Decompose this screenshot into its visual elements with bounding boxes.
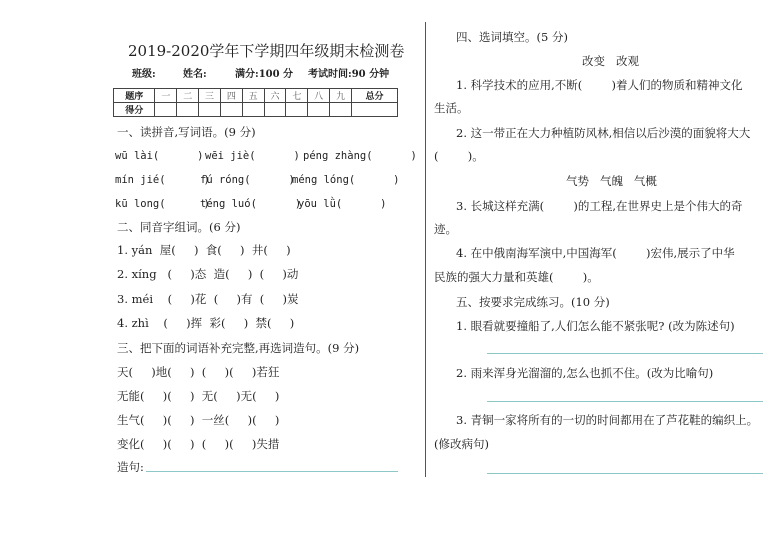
question-text: 1. 科学技术的应用,不断( )着人们的物质和精神文化: [456, 78, 743, 92]
word-choices-2: 气势 气魄 气概: [566, 174, 657, 188]
pinyin-item: mín jié( ): [115, 174, 210, 186]
question-text: 1. 眼看就要撞船了,人们怎么能不紧张呢? (改为陈述句): [456, 319, 735, 333]
header-cell: 三: [199, 89, 221, 103]
header-cell: 二: [177, 89, 199, 103]
score-cell[interactable]: [242, 103, 264, 117]
homophone-row: 2. xíng ( )态 造( ) ( )动: [117, 267, 299, 281]
header-cell: 七: [286, 89, 308, 103]
pinyin-item: yōu lǜ( ): [298, 198, 387, 210]
exam-time: 考试时间:90 分钟: [308, 69, 390, 80]
score-cell[interactable]: [177, 103, 199, 117]
pinyin-item: wū lài( ): [115, 150, 204, 162]
sentence-answer-line[interactable]: [146, 471, 398, 472]
idiom-row: 生气( )( ) 一丝( )( ): [117, 413, 280, 427]
header-cell: 八: [308, 89, 330, 103]
question-text: 4. 在中俄南海军演中,中国海军( )宏伟,展示了中华: [456, 246, 735, 260]
score-cell[interactable]: [264, 103, 286, 117]
question-text: 生活。: [434, 101, 469, 115]
sentence-label: 造句:: [117, 460, 144, 474]
name-label: 姓名:: [183, 69, 207, 80]
score-cell[interactable]: [199, 103, 221, 117]
header-cell: 题序: [114, 89, 155, 103]
column-divider: [425, 22, 426, 477]
section-2-heading: 二、同音字组词。(6 分): [117, 220, 241, 234]
question-text: (修改病句): [434, 437, 489, 451]
question-text: 3. 青铜一家将所有的一切的时间都用在了芦花鞋的编织上。: [456, 413, 759, 427]
score-cell[interactable]: [308, 103, 330, 117]
pinyin-item: méng lóng( ): [292, 174, 400, 186]
question-text: 3. 长城这样充满( )的工程,在世界史上是个伟大的奇: [456, 199, 743, 213]
answer-line[interactable]: [487, 473, 763, 474]
pinyin-item: kū long( ): [115, 198, 210, 210]
homophone-row: 3. méi ( )花 ( )有 ( )炭: [117, 292, 299, 306]
homophone-row: 1. yán 屋( ) 食( ) 井( ): [117, 243, 291, 257]
answer-line[interactable]: [487, 353, 763, 354]
word-choices-1: 改变 改观: [582, 54, 639, 68]
score-cell[interactable]: [352, 103, 398, 117]
score-cell[interactable]: [220, 103, 242, 117]
section-3-heading: 三、把下面的词语补充完整,再选词造句。(9 分): [117, 341, 360, 355]
idiom-row: 无能( )( ) 无( )无( ): [117, 389, 280, 403]
question-text: 2. 这一带正在大力种植防风林,相信以后沙漠的面貌将大大: [456, 126, 751, 140]
section-4-heading: 四、选词填空。(5 分): [456, 30, 568, 44]
full-score: 满分:100 分: [235, 69, 294, 80]
exam-title: 2019-2020学年下学期四年级期末检测卷: [128, 42, 405, 60]
header-cell: 九: [330, 89, 352, 103]
question-text: 民族的强大力量和英雄( )。: [434, 270, 599, 284]
question-text: ( )。: [434, 149, 484, 163]
score-cell[interactable]: [286, 103, 308, 117]
class-label: 班级:: [132, 69, 156, 80]
row-label: 得分: [114, 103, 155, 117]
idiom-row: 天( )地( ) ( )( )若狂: [117, 365, 280, 379]
section-1-heading: 一、读拼音,写词语。(9 分): [117, 125, 256, 139]
pinyin-item: wēi jiè( ): [205, 150, 300, 162]
header-cell: 一: [155, 89, 177, 103]
score-cell[interactable]: [155, 103, 177, 117]
answer-line[interactable]: [487, 401, 763, 402]
header-cell: 五: [242, 89, 264, 103]
score-cell[interactable]: [330, 103, 352, 117]
score-table: [113, 88, 398, 117]
section-5-heading: 五、按要求完成练习。(10 分): [456, 295, 610, 309]
pinyin-item: téng luó( ): [200, 198, 302, 210]
header-cell: 四: [220, 89, 242, 103]
question-text: 2. 雨来浑身光溜溜的,怎么也抓不住。(改为比喻句): [456, 366, 714, 380]
header-cell: 六: [264, 89, 286, 103]
pinyin-item: péng zhàng( ): [303, 150, 417, 162]
idiom-row: 变化( )( ) ( )( )失措: [117, 437, 280, 451]
header-cell: 总分: [352, 89, 398, 103]
homophone-row: 4. zhì ( )挥 彩( ) 禁( ): [117, 316, 295, 330]
pinyin-item: fú róng( ): [200, 174, 295, 186]
question-text: 迹。: [434, 222, 457, 236]
